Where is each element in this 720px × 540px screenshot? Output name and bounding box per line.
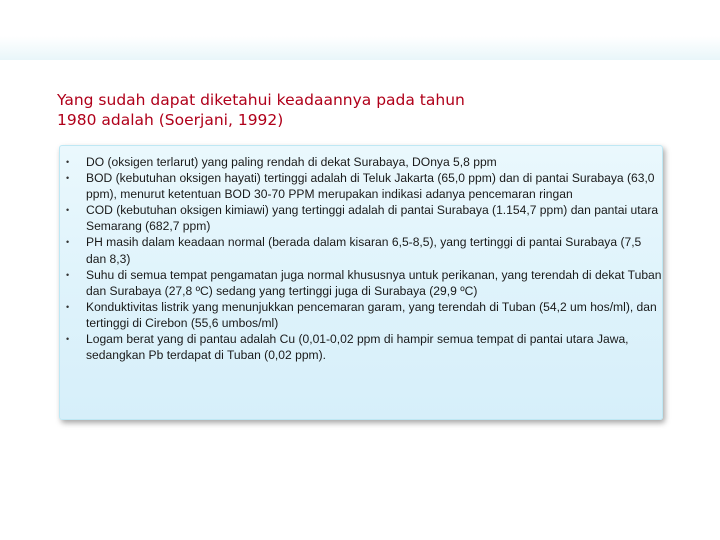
bullet-dot-icon: • <box>66 205 70 216</box>
bullet-item-do <box>66 154 662 170</box>
bullet-dot-icon: • <box>66 173 70 184</box>
bullet-text: Logam berat yang di pantau adalah Cu (0,01-0,02 ppm di hampir semua tempat di pantai utara Jawa, sedangkan Pb terdapat di Tuban (0,02 ppm). <box>86 332 629 363</box>
bullet-dot-icon: • <box>66 269 70 280</box>
bullet-dot-icon: • <box>66 157 70 167</box>
bullet-dot-icon: • <box>66 237 70 248</box>
bullet-list <box>66 154 662 363</box>
bullet-text: Suhu di semua tempat pengamatan juga normal khususnya untuk perikanan, yang terendah di dekat Tuban dan Surabaya (27,8 ºC) sedang yang tertinggi juga di Surabaya (29,9 ºC) <box>86 267 662 298</box>
bullet-item-logam-berat <box>66 331 662 363</box>
bullet-dot-icon: • <box>66 334 70 345</box>
bullet-item-cod <box>66 202 662 234</box>
bullet-item-konduktivitas <box>66 299 662 331</box>
bullet-text: PH masih dalam keadaan normal (berada dalam kisaran 6,5-8,5), yang tertinggi di pantai Surabaya (7,5 dan 8,3) <box>86 235 642 266</box>
bullet-text: BOD (kebutuhan oksigen hayati) tertinggi adalah di Teluk Jakarta (65,0 ppm) dan di pantai Surabaya (63,0 ppm), menurut ketentuan BOD 30-70 PPM merupakan indikasi adanya pencemaran ringan <box>86 171 655 202</box>
bullet-text: COD (kebutuhan oksigen kimiawi) yang tertinggi adalah di pantai Surabaya (1.154,7 ppm) dan pantai utara Semarang (682,7 ppm) <box>86 203 659 234</box>
bullet-text: DO (oksigen terlarut) yang paling rendah di dekat Surabaya, DOnya 5,8 ppm <box>86 155 497 169</box>
header-band <box>0 0 720 60</box>
slide-title: Yang sudah dapat diketahui keadaannya pada tahun 1980 adalah (Soerjani, 1992) <box>57 91 465 129</box>
bullet-item-bod <box>66 170 662 202</box>
bullet-dot-icon: • <box>66 301 70 312</box>
bullet-text: Konduktivitas listrik yang menunjukkan pencemaran garam, yang terendah di Tuban (54,2 um hos/ml), dan tertinggi di Cirebon (55,6 umbos/ml) <box>86 299 657 330</box>
bullet-item-suhu <box>66 267 662 299</box>
bullet-item-ph <box>66 234 662 266</box>
